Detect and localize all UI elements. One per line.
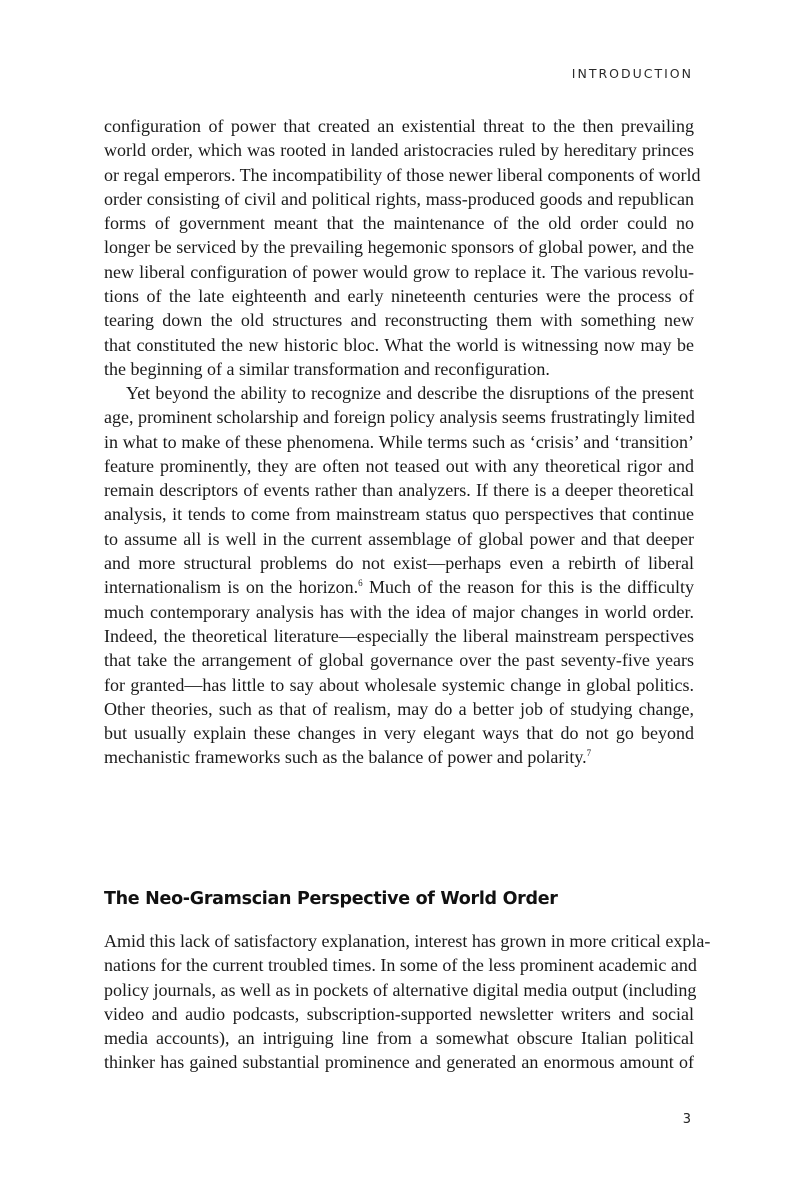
text-line: Yet beyond the ability to recognize and describe the disruptions of the present (126, 383, 694, 403)
text-line: for granted—has little to say about wholesale systemic change in global politics. (104, 674, 694, 695)
text-line: age, prominent scholarship and foreign policy analysis seems frustratingly limited (104, 407, 695, 428)
body-paragraph-2 (104, 381, 694, 770)
text-line: Amid this lack of satisfactory explanation, interest has grown in more critical expla- (104, 931, 711, 951)
text-line: to assume all is well in the current assemblage of global power and that deeper (104, 528, 694, 549)
text-line: Indeed, the theoretical literature—especially the liberal mainstream perspectives (104, 625, 694, 646)
text-line: order consisting of civil and political rights, mass-produced goods and republican (104, 188, 694, 209)
text-line (104, 575, 694, 599)
text-line: feature prominently, they are often not teased out with any theoretical rigor and (104, 455, 694, 476)
text-line: nations for the current troubled times. In some of the less prominent academic and (104, 955, 697, 976)
text-line: Other theories, such as that of realism, may do a better job of studying change, (104, 698, 694, 719)
text-line: in what to make of these phenomena. While terms such as ‘crisis’ and ‘transition’ (104, 431, 694, 452)
page-number: 3 (682, 1112, 691, 1127)
text-line: configuration of power that created an existential threat to the then prevailing (104, 116, 694, 136)
text-fragment: internationalism is on the horizon. (104, 577, 359, 598)
text-line: tions of the late eighteenth and early nineteenth centuries were the process of (104, 286, 694, 307)
text-line: new liberal configuration of power would grow to replace it. The various revolu- (104, 261, 694, 282)
footnote-ref-6[interactable]: 6 (358, 578, 363, 589)
text-line: remain descriptors of events rather than analyzers. If there is a deeper theoretical (104, 480, 694, 501)
text-fragment: mechanistic frameworks such as the balance of power and polarity. (104, 747, 587, 768)
text-line: media accounts), an intriguing line from a somewhat obscure Italian political (104, 1028, 694, 1049)
text-line: longer be serviced by the prevailing hegemonic sponsors of global power, and the (104, 237, 694, 258)
body-paragraph-3 (104, 929, 711, 1075)
text-line: forms of government meant that the maintenance of the old order could no (104, 213, 694, 234)
text-line: analysis, it tends to come from mainstream status quo perspectives that continue (104, 504, 694, 525)
text-line: video and audio podcasts, subscription-supported newsletter writers and social (104, 1003, 694, 1024)
text-line: that take the arrangement of global governance over the past seventy-five years (104, 650, 694, 671)
text-line: that constituted the new historic bloc. What the world is witnessing now may be (104, 334, 694, 355)
text-line (104, 745, 694, 769)
body-paragraph-1 (104, 114, 701, 381)
text-line: the beginning of a similar transformation and reconfiguration. (104, 358, 550, 379)
section-heading: The Neo-Gramscian Perspective of World Order (104, 889, 558, 909)
text-line: or regal emperors. The incompatibility of those newer liberal components of world (104, 164, 701, 185)
running-head: INTRODUCTION (571, 66, 693, 81)
text-line: and more structural problems do not exist—perhaps even a rebirth of liberal (104, 553, 694, 574)
text-line: thinker has gained substantial prominence and generated an enormous amount of (104, 1052, 694, 1073)
text-line: much contemporary analysis has with the idea of major changes in world order. (104, 601, 694, 622)
text-line: but usually explain these changes in very elegant ways that do not go beyond (104, 723, 694, 744)
text-line: tearing down the old structures and reconstructing them with something new (104, 310, 694, 331)
text-line: policy journals, as well as in pockets of alternative digital media output (including (104, 979, 697, 1000)
footnote-ref-7[interactable]: 7 (586, 748, 592, 759)
text-fragment: Much of the reason for this is the difficulty (362, 577, 694, 598)
text-line: world order, which was rooted in landed aristocracies ruled by hereditary princes (104, 140, 694, 161)
